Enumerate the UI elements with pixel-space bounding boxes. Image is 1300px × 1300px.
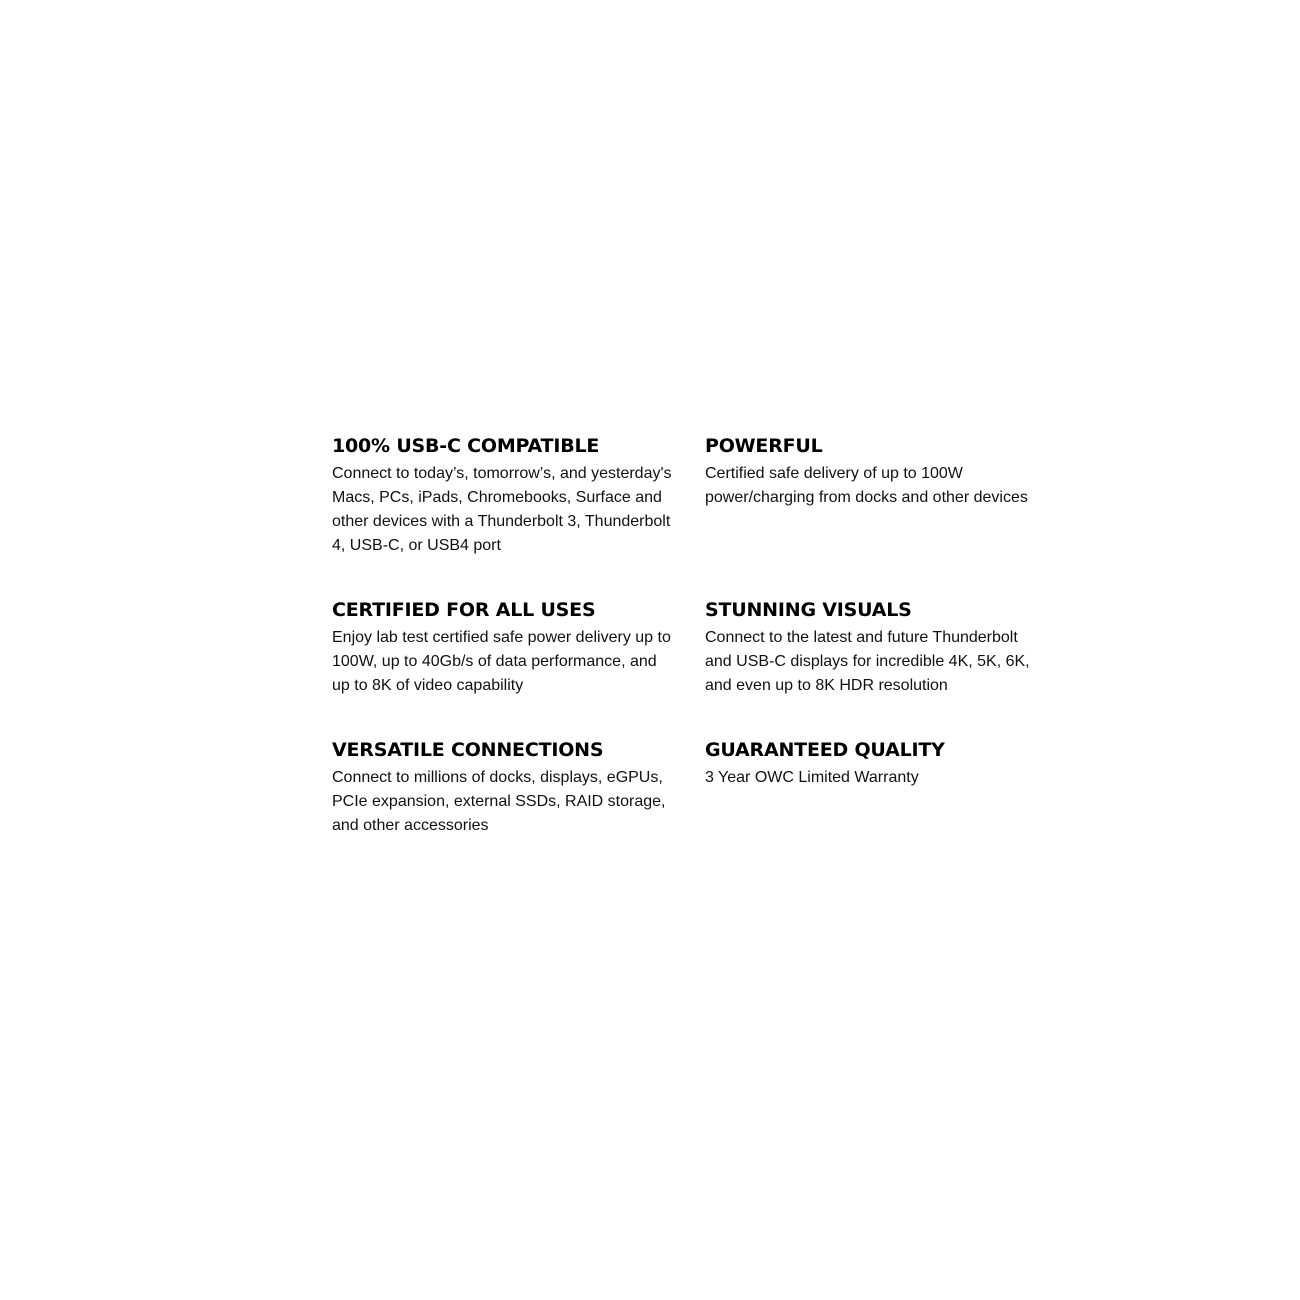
feature-description: 3 Year OWC Limited Warranty <box>705 769 919 786</box>
feature-description: Connect to today’s, tomorrow’s, and yesterday's Macs, PCs, iPads, Chromebooks, Surface and other devices with a Thunderbolt 3, Thunderbolt 4, USB-C, or USB4 port <box>332 465 672 554</box>
feature-title: GUARANTEED QUALITY <box>705 739 945 761</box>
feature-title: VERSATILE CONNECTIONS <box>332 739 604 761</box>
feature-usb-c-compatible <box>332 432 677 558</box>
feature-powerful <box>705 432 1045 510</box>
feature-certified-for-all-uses <box>332 596 677 698</box>
feature-description: Enjoy lab test certified safe power delivery up to 100W, up to 40Gb/s of data performance, and up to 8K of video capability <box>332 629 671 694</box>
feature-title: 100% USB-C COMPATIBLE <box>332 435 600 457</box>
feature-title: STUNNING VISUALS <box>705 599 912 621</box>
feature-description: Connect to millions of docks, displays, eGPUs, PCIe expansion, external SSDs, RAID storage, and other accessories <box>332 769 666 834</box>
feature-versatile-connections <box>332 736 677 838</box>
feature-title: POWERFUL <box>705 435 823 457</box>
feature-description: Certified safe delivery of up to 100W power/charging from docks and other devices <box>705 465 1028 506</box>
feature-title: CERTIFIED FOR ALL USES <box>332 599 596 621</box>
feature-stunning-visuals <box>705 596 1045 698</box>
feature-guaranteed-quality <box>705 736 1045 790</box>
feature-description: Connect to the latest and future Thunderbolt and USB-C displays for incredible 4K, 5K, 6K, and even up to 8K HDR resolution <box>705 629 1030 694</box>
